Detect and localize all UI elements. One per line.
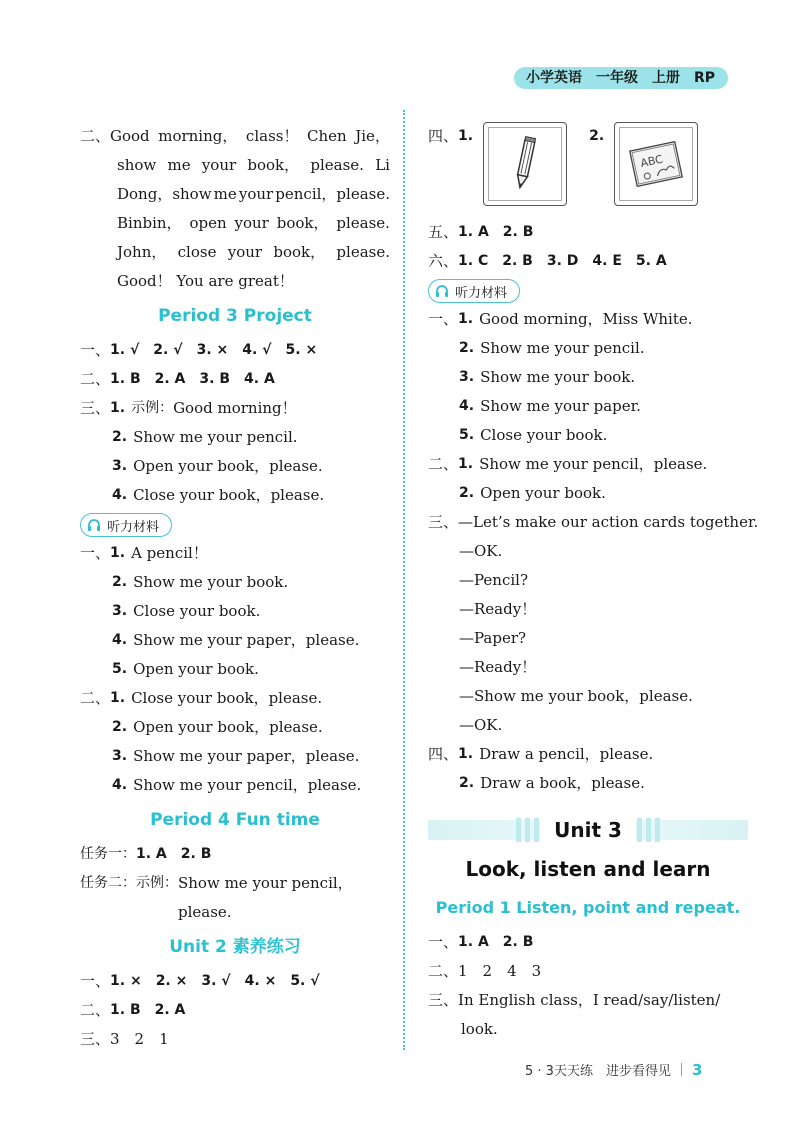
answer-line	[80, 713, 390, 742]
answer-line	[80, 481, 390, 510]
justified-line	[110, 122, 390, 151]
answer-text: please.	[178, 903, 232, 921]
answer-text: 1 2 4 3	[458, 962, 542, 980]
answer-item: 2. B	[502, 253, 533, 269]
answer-line	[428, 928, 748, 957]
answer-line	[80, 996, 390, 1025]
question-number: 3.	[459, 369, 475, 385]
word: Dong，show	[117, 185, 212, 203]
answer-line	[428, 421, 748, 450]
answer-line	[80, 869, 390, 898]
answer-line	[80, 423, 390, 452]
answer-item: 4. ×	[244, 973, 277, 989]
answer-item: 3. √	[201, 973, 231, 989]
question-number: 1.	[110, 690, 126, 706]
question-number: 3.	[112, 748, 128, 764]
text-line	[80, 238, 390, 267]
footer-separator	[681, 1063, 682, 1076]
question-number: 4.	[112, 632, 128, 648]
headphones-icon	[435, 285, 449, 298]
word: Jie，	[355, 127, 390, 145]
answer-item: 2. ×	[155, 973, 188, 989]
word: your	[238, 185, 274, 203]
word: class！	[245, 127, 299, 145]
answer-line	[428, 450, 748, 479]
question-number: 2.	[112, 429, 128, 445]
section-lead: 四、	[428, 127, 459, 145]
dialogue-text: —OK.	[459, 542, 503, 560]
section-lead: 三、	[428, 991, 459, 1009]
word: close	[177, 243, 217, 261]
question-number: 3.	[112, 603, 128, 619]
dialogue-line	[428, 566, 748, 595]
listening-material-tag-wrap	[428, 276, 748, 305]
word: your	[201, 156, 237, 174]
answer-item: 1. A	[136, 846, 167, 862]
answer-item: 5. ×	[285, 342, 318, 358]
word: John，	[117, 243, 167, 261]
answer-line	[80, 742, 390, 771]
word: book，	[273, 243, 326, 261]
question-number: 2.	[459, 775, 475, 791]
dialogue-text: —Let’s make our action cards together.	[458, 513, 759, 531]
answer-item: 2. A	[154, 1002, 186, 1018]
word: book，	[276, 214, 329, 232]
answer-line	[428, 479, 748, 508]
book-icon	[625, 138, 687, 190]
word: me	[167, 156, 191, 174]
justified-line	[117, 180, 390, 209]
dialogue-line	[428, 653, 748, 682]
answer-text: In English class，I read/say/listen/	[458, 991, 721, 1009]
answer-line	[80, 452, 390, 481]
answer-item: 4. A	[244, 371, 275, 387]
answer-text: Good morning，Miss White.	[479, 310, 693, 328]
answer-line	[80, 898, 390, 927]
section-lead: 三、	[428, 513, 459, 531]
answer-line	[428, 1015, 748, 1044]
answer-text: Close your book.	[480, 426, 608, 444]
answer-line	[428, 740, 748, 769]
unit-3-subtitle: Look, listen and learn	[465, 857, 711, 881]
period-3-title: Period 3 Project	[158, 306, 312, 326]
question-number: 2.	[589, 128, 605, 144]
text-line	[80, 180, 390, 209]
dialogue-line	[428, 508, 759, 537]
unit-2-practice-title: Unit 2 素养练习	[169, 937, 301, 957]
answer-text: Close your book，please.	[133, 486, 325, 504]
question-number: 1.	[458, 128, 474, 144]
question-number: 4.	[459, 398, 475, 414]
answer-line	[80, 1025, 390, 1054]
answer-text: Show me your pencil，please.	[133, 776, 362, 794]
section-lead: 一、	[80, 341, 111, 359]
answer-line	[428, 986, 748, 1015]
answer-text: Show me your book.	[480, 368, 636, 386]
left-column	[80, 122, 390, 1054]
answer-item: 1. ×	[110, 973, 142, 989]
answer-text: Show me your paper.	[480, 397, 641, 415]
answer-item: 1. C	[458, 253, 489, 269]
word: your	[227, 243, 263, 261]
word: Good	[110, 127, 150, 145]
right-column	[428, 122, 759, 1044]
answer-text: Show me your pencil.	[133, 428, 298, 446]
task-lead: 任务一：	[80, 846, 136, 862]
answer-item: 1. A	[458, 934, 489, 950]
text-line	[80, 151, 390, 180]
answer-item: 1. B	[110, 371, 141, 387]
answer-text: Close your book，please.	[131, 689, 323, 707]
word: show	[117, 156, 157, 174]
question-number: 5.	[112, 661, 128, 677]
justified-line	[117, 238, 390, 267]
dialogue-line	[428, 537, 748, 566]
page-number: 3	[691, 1060, 703, 1079]
section-lead: 二、	[80, 689, 111, 707]
text-line	[80, 122, 390, 151]
question-number: 1.	[458, 456, 474, 472]
section-lead: 三、	[80, 1030, 111, 1048]
section-lead: 六、	[428, 252, 459, 270]
answer-text: Show me your pencil，	[178, 874, 353, 892]
answer-item: 2. B	[180, 846, 212, 862]
dialogue-text: —OK.	[459, 716, 503, 734]
justified-line	[117, 151, 390, 180]
answer-text: Draw a pencil，please.	[479, 745, 654, 763]
word: Binbin，	[117, 214, 182, 232]
word: me	[213, 185, 237, 203]
answer-item: 2. B	[502, 224, 534, 240]
answer-line	[428, 334, 748, 363]
word: open	[189, 214, 227, 232]
listening-material-label: 听力材料	[455, 285, 508, 301]
example-label: 示例：	[136, 875, 178, 891]
question-number: 2.	[112, 574, 128, 590]
answer-text: Close your book.	[133, 602, 261, 620]
section-lead: 一、	[428, 310, 459, 328]
answer-line	[80, 365, 390, 394]
answer-text: 3 2 1	[110, 1030, 169, 1048]
question-number: 2.	[459, 485, 475, 501]
word: Chen	[307, 127, 347, 145]
answer-text: Open your book，please.	[133, 457, 323, 475]
example-label: 示例：	[131, 400, 174, 416]
answer-text: Draw a book，please.	[480, 774, 645, 792]
answer-text: Show me your pencil，please.	[479, 455, 708, 473]
justified-line	[117, 209, 390, 238]
answer-text: Good morning！	[173, 399, 297, 417]
section-lead: 二、	[80, 1001, 111, 1019]
pencil-icon	[505, 134, 545, 194]
answer-text: Show me your pencil.	[480, 339, 645, 357]
answer-line	[80, 967, 390, 996]
section-lead: 三、	[80, 399, 111, 417]
question-number: 4.	[112, 487, 128, 503]
period-4-title: Period 4 Fun time	[150, 810, 320, 830]
question-number: 4.	[112, 777, 128, 793]
answer-line	[80, 655, 390, 684]
word: please.	[336, 243, 390, 261]
listening-material-tag	[80, 513, 172, 537]
section-lead: 一、	[80, 972, 111, 990]
answer-line	[80, 626, 390, 655]
answer-text: Open your book，please.	[133, 718, 323, 736]
dialogue-line	[428, 711, 748, 740]
answer-line	[80, 684, 390, 713]
task-lead: 任务二：	[80, 875, 136, 891]
answer-item: 1. A	[458, 224, 489, 240]
question-number: 1.	[110, 545, 126, 561]
answer-item: 5. A	[635, 253, 667, 269]
unit-3-title: Unit 3	[540, 818, 636, 842]
section-lead: 二、	[428, 455, 459, 473]
word: Li	[375, 156, 390, 174]
answer-item: 3. B	[199, 371, 231, 387]
dialogue-line	[428, 595, 748, 624]
section-lead: 五、	[428, 223, 459, 241]
word: please.	[336, 214, 390, 232]
answer-item: 4. E	[592, 253, 622, 269]
text-line	[80, 267, 390, 296]
section-lead: 二、	[80, 370, 111, 388]
answer-item: 1. B	[110, 1002, 141, 1018]
answer-line	[428, 218, 748, 247]
answer-line	[80, 597, 390, 626]
listening-material-tag-wrap	[80, 510, 390, 539]
question-number: 2.	[459, 340, 475, 356]
answer-line	[428, 363, 748, 392]
word: Good！ You are great！	[117, 272, 294, 290]
section-lead: 一、	[80, 544, 111, 562]
book-cover-text: ABC	[639, 152, 665, 171]
column-divider	[403, 110, 405, 1050]
word: your	[234, 214, 269, 232]
answer-line	[80, 539, 390, 568]
word: morning，	[158, 127, 238, 145]
question-number: 1.	[458, 311, 474, 327]
answer-line	[428, 305, 748, 334]
answer-item: 1. √	[110, 342, 140, 358]
answer-line	[428, 247, 748, 276]
listening-material-label: 听力材料	[107, 519, 160, 535]
answer-line	[80, 568, 390, 597]
answer-text: look.	[461, 1020, 498, 1038]
dialogue-line	[428, 682, 748, 711]
page-footer	[525, 1060, 702, 1079]
dialogue-text: —Show me your book，please.	[459, 687, 693, 705]
listening-material-tag	[428, 279, 520, 303]
answer-text: Show me your paper，please.	[133, 747, 360, 765]
answer-line	[80, 336, 390, 365]
answer-text: A pencil！	[131, 544, 208, 562]
word: pencil，please.	[275, 185, 390, 203]
headphones-icon	[87, 519, 101, 532]
answer-line	[80, 771, 390, 800]
word: please.	[310, 156, 364, 174]
book-info-badge: 小学英语 一年级 上册 RP	[514, 67, 728, 89]
answer-text: Open your book.	[133, 660, 259, 678]
series-slogan: 5 · 3天天练 进步看得见	[525, 1064, 671, 1079]
dialogue-text: —Ready！	[459, 658, 537, 676]
dialogue-text: —Paper?	[459, 629, 527, 647]
unit-3-period-1-title: Period 1 Listen, point and repeat.	[435, 898, 741, 917]
pencil-picture-frame	[483, 122, 567, 206]
book-picture-frame	[614, 122, 698, 206]
word: book，	[247, 156, 300, 174]
text-line	[80, 209, 390, 238]
section-2-answer	[80, 122, 390, 296]
answer-text: Show me your book.	[133, 573, 289, 591]
answer-text: Open your book.	[480, 484, 606, 502]
section-lead: 二、	[428, 962, 459, 980]
answer-item: 3. D	[546, 253, 579, 269]
section-lead: 四、	[428, 745, 459, 763]
answer-text: Show me your paper，please.	[133, 631, 360, 649]
question-number: 3.	[112, 458, 128, 474]
unit-3-banner	[428, 810, 748, 850]
question-number: 2.	[112, 719, 128, 735]
answer-item: 2. B	[502, 934, 534, 950]
dialogue-text: —Ready！	[459, 600, 537, 618]
section-lead: 一、	[428, 933, 459, 951]
dialogue-line	[428, 624, 748, 653]
answer-line	[428, 957, 748, 986]
dialogue-text: —Pencil?	[459, 571, 528, 589]
answer-line	[80, 840, 390, 869]
question-number: 1.	[458, 746, 474, 762]
question-number: 5.	[459, 427, 475, 443]
answer-item: 4. √	[242, 342, 272, 358]
answer-item: 2. √	[153, 342, 183, 358]
answer-item: 3. ×	[196, 342, 229, 358]
answer-item: 2. A	[154, 371, 186, 387]
answer-line	[428, 769, 748, 798]
section-lead: 二、	[80, 127, 111, 145]
answer-item: 5. √	[290, 973, 320, 989]
answer-line	[428, 392, 748, 421]
question-number: 1.	[110, 400, 126, 416]
answer-line	[80, 394, 390, 423]
section-4-image-answers	[428, 122, 748, 218]
